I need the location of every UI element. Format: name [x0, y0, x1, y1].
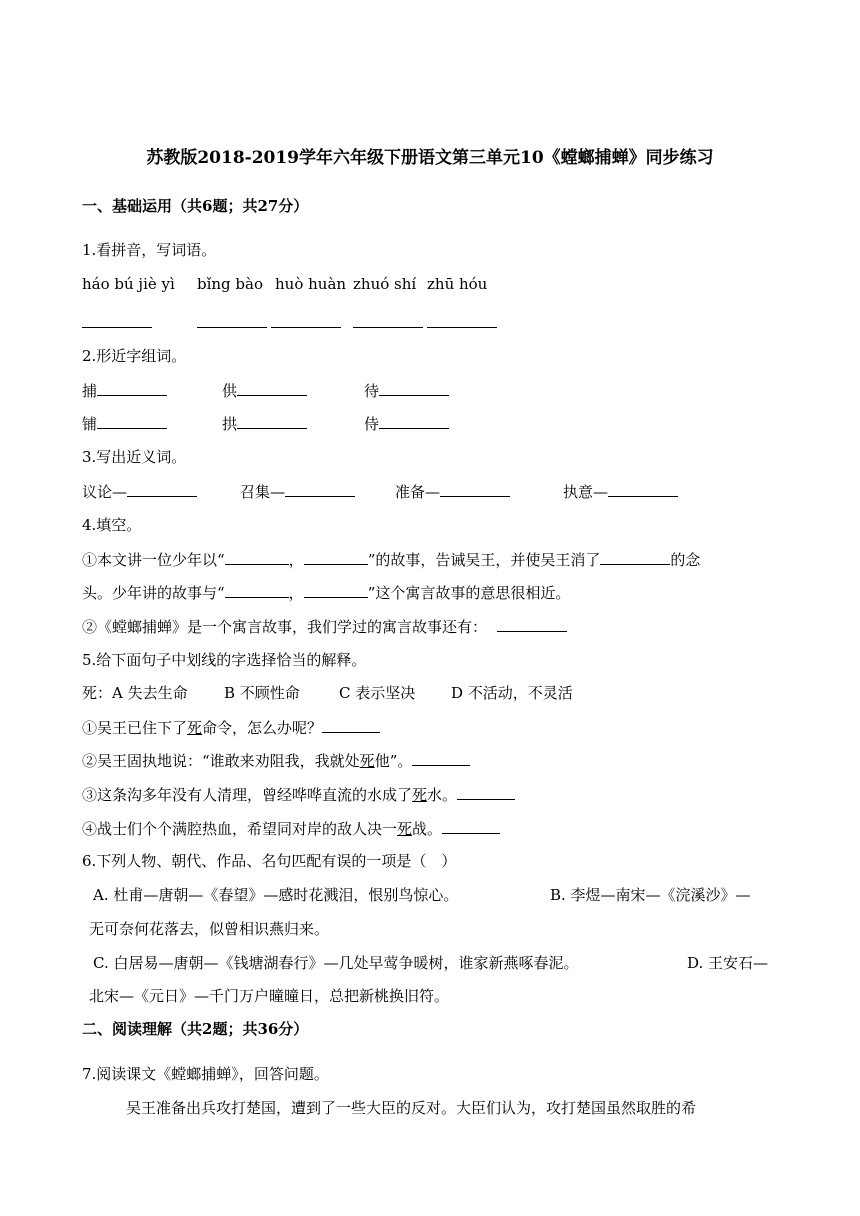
- char: 捕: [82, 382, 98, 400]
- option-a: A 失去生命: [112, 684, 188, 702]
- answer-blank[interactable]: [285, 481, 355, 497]
- q6-option-a[interactable]: A. 杜甫—唐朝—《春望》—感时花溅泪，恨别鸟惊心。: [93, 886, 459, 904]
- pinyin-5: zhū hóu: [427, 275, 488, 293]
- answer-blank[interactable]: [82, 312, 152, 328]
- answer-blank[interactable]: [353, 312, 423, 328]
- text: 命令，怎么办呢？: [202, 719, 323, 737]
- section-heading-reading: 二、阅读理解（共2题；共36分）: [82, 1020, 309, 1038]
- char: 拱: [222, 415, 238, 433]
- pinyin-3: huò huàn: [275, 275, 347, 293]
- text: ”这个寓言故事的意思很相近。: [367, 584, 571, 602]
- reading-paragraph: 吴王准备出兵攻打楚国，遭到了一些大臣的反对。大臣们认为，攻打楚国虽然取胜的希: [126, 1099, 697, 1117]
- q6-option-b-cont: 无可奈何花落去，似曾相识燕归来。: [89, 920, 330, 938]
- word: 召集—: [240, 483, 286, 501]
- text: 头。少年讲的故事与“: [82, 584, 225, 602]
- options-row: [82, 683, 573, 703]
- answer-blank[interactable]: [197, 312, 267, 328]
- text: ②《螳螂捕蝉》是一个寓言故事，我们学过的寓言故事还有：: [82, 618, 488, 636]
- answer-blank[interactable]: [608, 481, 678, 497]
- word: 执意—: [563, 483, 609, 501]
- pinyin-1: háo bú jiè yì: [82, 275, 175, 293]
- sentence-3: [82, 784, 515, 805]
- answer-blank[interactable]: [457, 784, 515, 800]
- answer-blank[interactable]: [322, 717, 380, 733]
- underlined-char: 死: [359, 752, 375, 770]
- text: 他”。: [374, 752, 413, 770]
- answer-blank[interactable]: [497, 616, 567, 632]
- page-title: 苏教版2018-2019学年六年级下册语文第三单元10《螳螂捕蝉》同步练习: [146, 148, 714, 168]
- answer-blank[interactable]: [127, 481, 197, 497]
- text: ②吴王固执地说：“谁敢来劝阻我，我就处: [82, 752, 360, 770]
- char-row-2: [82, 413, 449, 434]
- question-2-stem: 2.形近字组词。: [82, 347, 187, 365]
- text: 死：: [82, 684, 113, 702]
- answer-blank[interactable]: [304, 582, 368, 598]
- section-heading-basic: 一、基础运用（共6题；共27分）: [82, 197, 309, 215]
- underlined-char: 死: [397, 820, 413, 838]
- answer-blank[interactable]: [271, 312, 341, 328]
- text: ①本文讲一位少年以“: [82, 551, 225, 569]
- char: 待: [364, 382, 380, 400]
- q6-option-c[interactable]: C. 白居易—唐朝—《钱塘湖春行》—几处早莺争暖树，谁家新燕啄春泥。: [93, 954, 579, 972]
- underlined-char: 死: [412, 786, 428, 804]
- pinyin-4: zhuó shí: [353, 275, 417, 293]
- answer-blank[interactable]: [237, 380, 307, 396]
- option-c: C 表示坚决: [339, 684, 416, 702]
- q6-option-d-cont: 北宋—《元日》—千门万户曈曈日，总把新桃换旧符。: [89, 987, 450, 1005]
- answer-blank[interactable]: [427, 312, 497, 328]
- q6-option-d[interactable]: D. 王安石—: [687, 954, 769, 972]
- question-6-stem: 6.下列人物、朝代、作品、名句匹配有误的一项是（ ）: [82, 852, 457, 870]
- pinyin-row: [82, 274, 487, 294]
- answer-blank[interactable]: [379, 413, 449, 429]
- char: 侍: [364, 415, 380, 433]
- option-d: D 不活动，不灵活: [451, 684, 573, 702]
- answer-blank[interactable]: [379, 380, 449, 396]
- word: 准备—: [395, 483, 441, 501]
- q6-option-ab: [93, 885, 751, 905]
- char: 铺: [82, 415, 98, 433]
- q6-option-b[interactable]: B. 李煜—南宋—《浣溪沙》—: [550, 886, 751, 904]
- answer-blank-row: [82, 312, 497, 333]
- sentence-2: [82, 750, 470, 771]
- text: ，: [288, 584, 304, 602]
- text: ④战士们个个满腔热血，希望同对岸的敌人决一: [82, 820, 398, 838]
- underlined-char: 死: [187, 719, 203, 737]
- char-row-1: [82, 380, 449, 401]
- sentence-4: [82, 818, 500, 839]
- option-b: B 不顾性命: [224, 684, 300, 702]
- answer-blank[interactable]: [600, 549, 670, 565]
- answer-blank[interactable]: [97, 413, 167, 429]
- answer-blank[interactable]: [442, 818, 500, 834]
- answer-blank[interactable]: [412, 750, 470, 766]
- text: ③这条沟多年没有人清理，曾经哗哗直流的水成了: [82, 786, 413, 804]
- text: 战。: [412, 820, 443, 838]
- fill-line-3: [82, 616, 567, 637]
- text: 水。: [427, 786, 458, 804]
- question-4-stem: 4.填空。: [82, 516, 142, 534]
- question-1-stem: 1.看拼音，写词语。: [82, 241, 217, 259]
- char: 供: [222, 382, 238, 400]
- q6-option-cd: [93, 953, 768, 973]
- word: 议论—: [82, 483, 128, 501]
- text: ”的故事，告诫吴王，并使吴王消了: [367, 551, 601, 569]
- answer-blank[interactable]: [237, 413, 307, 429]
- synonym-row: [82, 481, 678, 502]
- answer-blank[interactable]: [97, 380, 167, 396]
- text: ①吴王已住下了: [82, 719, 188, 737]
- fill-line-2: [82, 582, 570, 603]
- text: 的念: [670, 551, 701, 569]
- answer-blank[interactable]: [225, 549, 289, 565]
- sentence-1: [82, 717, 380, 738]
- fill-line-1: [82, 549, 700, 570]
- answer-blank[interactable]: [225, 582, 289, 598]
- text: ，: [288, 551, 304, 569]
- question-3-stem: 3.写出近义词。: [82, 448, 187, 466]
- answer-blank[interactable]: [440, 481, 510, 497]
- pinyin-2: bǐng bào: [197, 275, 264, 293]
- question-5-stem: 5.给下面句子中划线的字选择恰当的解释。: [82, 651, 367, 669]
- answer-blank[interactable]: [304, 549, 368, 565]
- question-7-stem: 7.阅读课文《螳螂捕蝉》，回答问题。: [82, 1065, 329, 1083]
